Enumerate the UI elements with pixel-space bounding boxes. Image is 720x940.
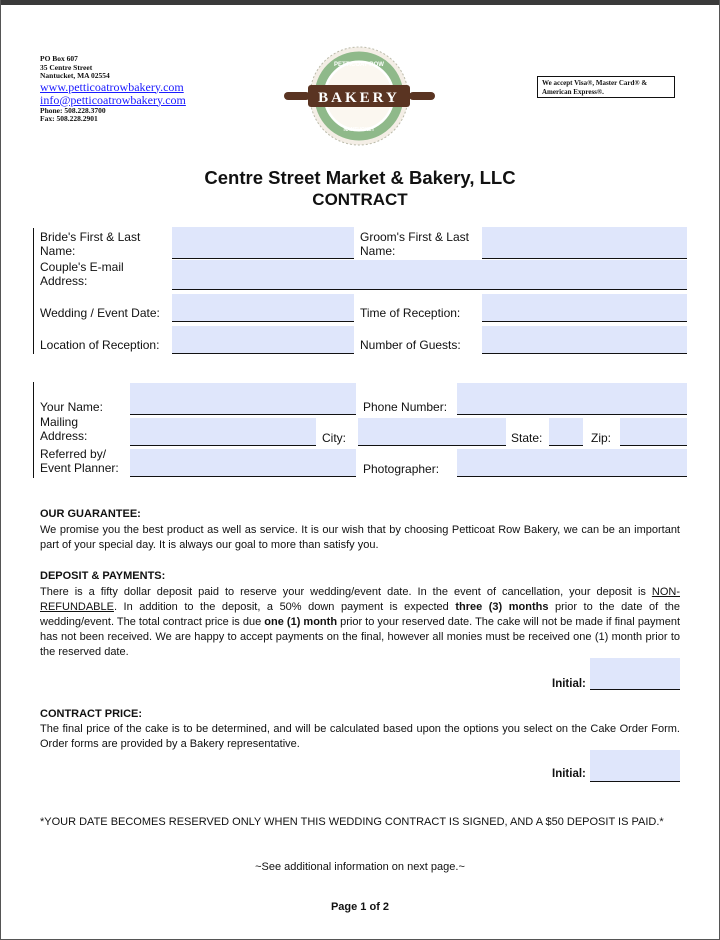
your-name-label: Your Name: <box>40 400 103 414</box>
bride-name-field[interactable] <box>172 227 354 259</box>
phone-field[interactable] <box>457 383 687 415</box>
zip-field[interactable] <box>620 418 687 446</box>
photographer-field[interactable] <box>457 449 687 477</box>
deposit-initial-label: Initial: <box>552 678 586 690</box>
logo-arc-text: PETTICOAT ROW <box>334 62 384 68</box>
fax-number: Fax: 508.228.2901 <box>40 114 98 123</box>
logo-bakery-text: BAKERY <box>318 90 400 106</box>
email-link[interactable]: info@petticoatrowbakery.com <box>40 92 186 107</box>
groom-name-label: Groom's First & Last Name: <box>360 230 469 258</box>
referred-by-field[interactable] <box>130 449 356 477</box>
address-block <box>40 55 186 124</box>
deposit-initial-field[interactable] <box>590 658 680 690</box>
guarantee-heading: OUR GUARANTEE: <box>40 508 141 520</box>
page-number: Page 1 of 2 <box>330 901 390 913</box>
guarantee-text: We promise you the best product as well as service. It is our wish that by choosing Petticoat Row Bakery, we can be an important part of your special day. It is always our goal to more than satisfy you. <box>40 524 680 551</box>
guest-count-field[interactable] <box>482 326 687 354</box>
company-title: Centre Street Market & Bakery, LLC <box>204 167 516 188</box>
zip-label: Zip: <box>591 431 612 445</box>
payment-note: We accept Visa®, Master Card® & American Express®. <box>537 76 675 98</box>
price-heading: CONTRACT PRICE: <box>40 708 143 720</box>
guest-count-label: Number of Guests: <box>360 338 461 352</box>
top-border <box>0 0 720 5</box>
more-info-note: ~See additional information on next page.~ <box>255 861 465 873</box>
your-name-field[interactable] <box>130 383 356 415</box>
phone-label: Phone Number: <box>363 400 448 414</box>
city-field[interactable] <box>358 418 506 446</box>
phone-number: Phone: 508.228.3700 <box>40 105 106 115</box>
event-date-label: Wedding / Event Date: <box>40 306 160 320</box>
city-label: City: <box>322 431 346 445</box>
email-label: Couple's E-mail Address: <box>40 260 124 288</box>
reception-location-field[interactable] <box>172 326 354 354</box>
reservation-notice: *YOUR DATE BECOMES RESERVED ONLY WHEN THIS WEDDING CONTRACT IS SIGNED, AND A $50 DEPOSIT IS PAID.* <box>40 816 664 828</box>
state-field[interactable] <box>549 418 583 446</box>
groom-name-field[interactable] <box>482 227 687 259</box>
event-date-field[interactable] <box>172 294 354 322</box>
deposit-heading: DEPOSIT & PAYMENTS: <box>40 570 166 582</box>
state-label: State: <box>511 431 543 445</box>
mailing-address-field[interactable] <box>130 418 316 446</box>
section2-rule <box>33 382 34 478</box>
reception-location-label: Location of Reception: <box>40 338 160 352</box>
reception-time-field[interactable] <box>482 294 687 322</box>
referred-by-label: Referred by/ Event Planner: <box>40 447 119 475</box>
non-refundable-text: NON-REFUNDABLE <box>40 586 680 613</box>
deposit-text: There is a fifty dollar deposit paid to reserve your wedding/event date. In the event of cancellation, your deposit is NON-REFUNDABLE. In addition to the deposit, a 50% down payment is expected three (3) months prior to the date of the wedding/event. The total contract price is due one (1) month prior to your reserved date. The cake will not be made if final payment has not been received. We are happy to accept payments on the final, however all monies must be received one (1) month prior to the reserved date. <box>40 586 681 658</box>
reception-time-label: Time of Reception: <box>360 306 461 320</box>
bakery-logo <box>282 44 437 149</box>
price-initial-label: Initial: <box>552 768 586 780</box>
mailing-address-label: Mailing Address: <box>40 415 88 443</box>
address-line-3: Nantucket, MA 02554 <box>40 71 110 80</box>
left-border <box>0 0 1 940</box>
price-initial-field[interactable] <box>590 750 680 782</box>
website-link[interactable]: www.petticoatrowbakery.com <box>40 79 184 94</box>
bride-name-label: Bride's First & Last Name: <box>40 230 141 258</box>
price-text: The final price of the cake is to be determined, and will be calculated based upon the options you select on the Cake Order Form. Order forms are provided by a Bakery representative. <box>40 723 680 750</box>
section1-rule <box>33 228 34 354</box>
address-line-1: PO Box 607 <box>40 54 78 63</box>
contract-title: CONTRACT <box>312 190 408 209</box>
address-line-2: 35 Centre Street <box>40 62 93 72</box>
photographer-label: Photographer: <box>363 462 440 476</box>
logo-bottom-text: NANTUCKET <box>343 127 375 133</box>
email-field[interactable] <box>172 260 687 290</box>
